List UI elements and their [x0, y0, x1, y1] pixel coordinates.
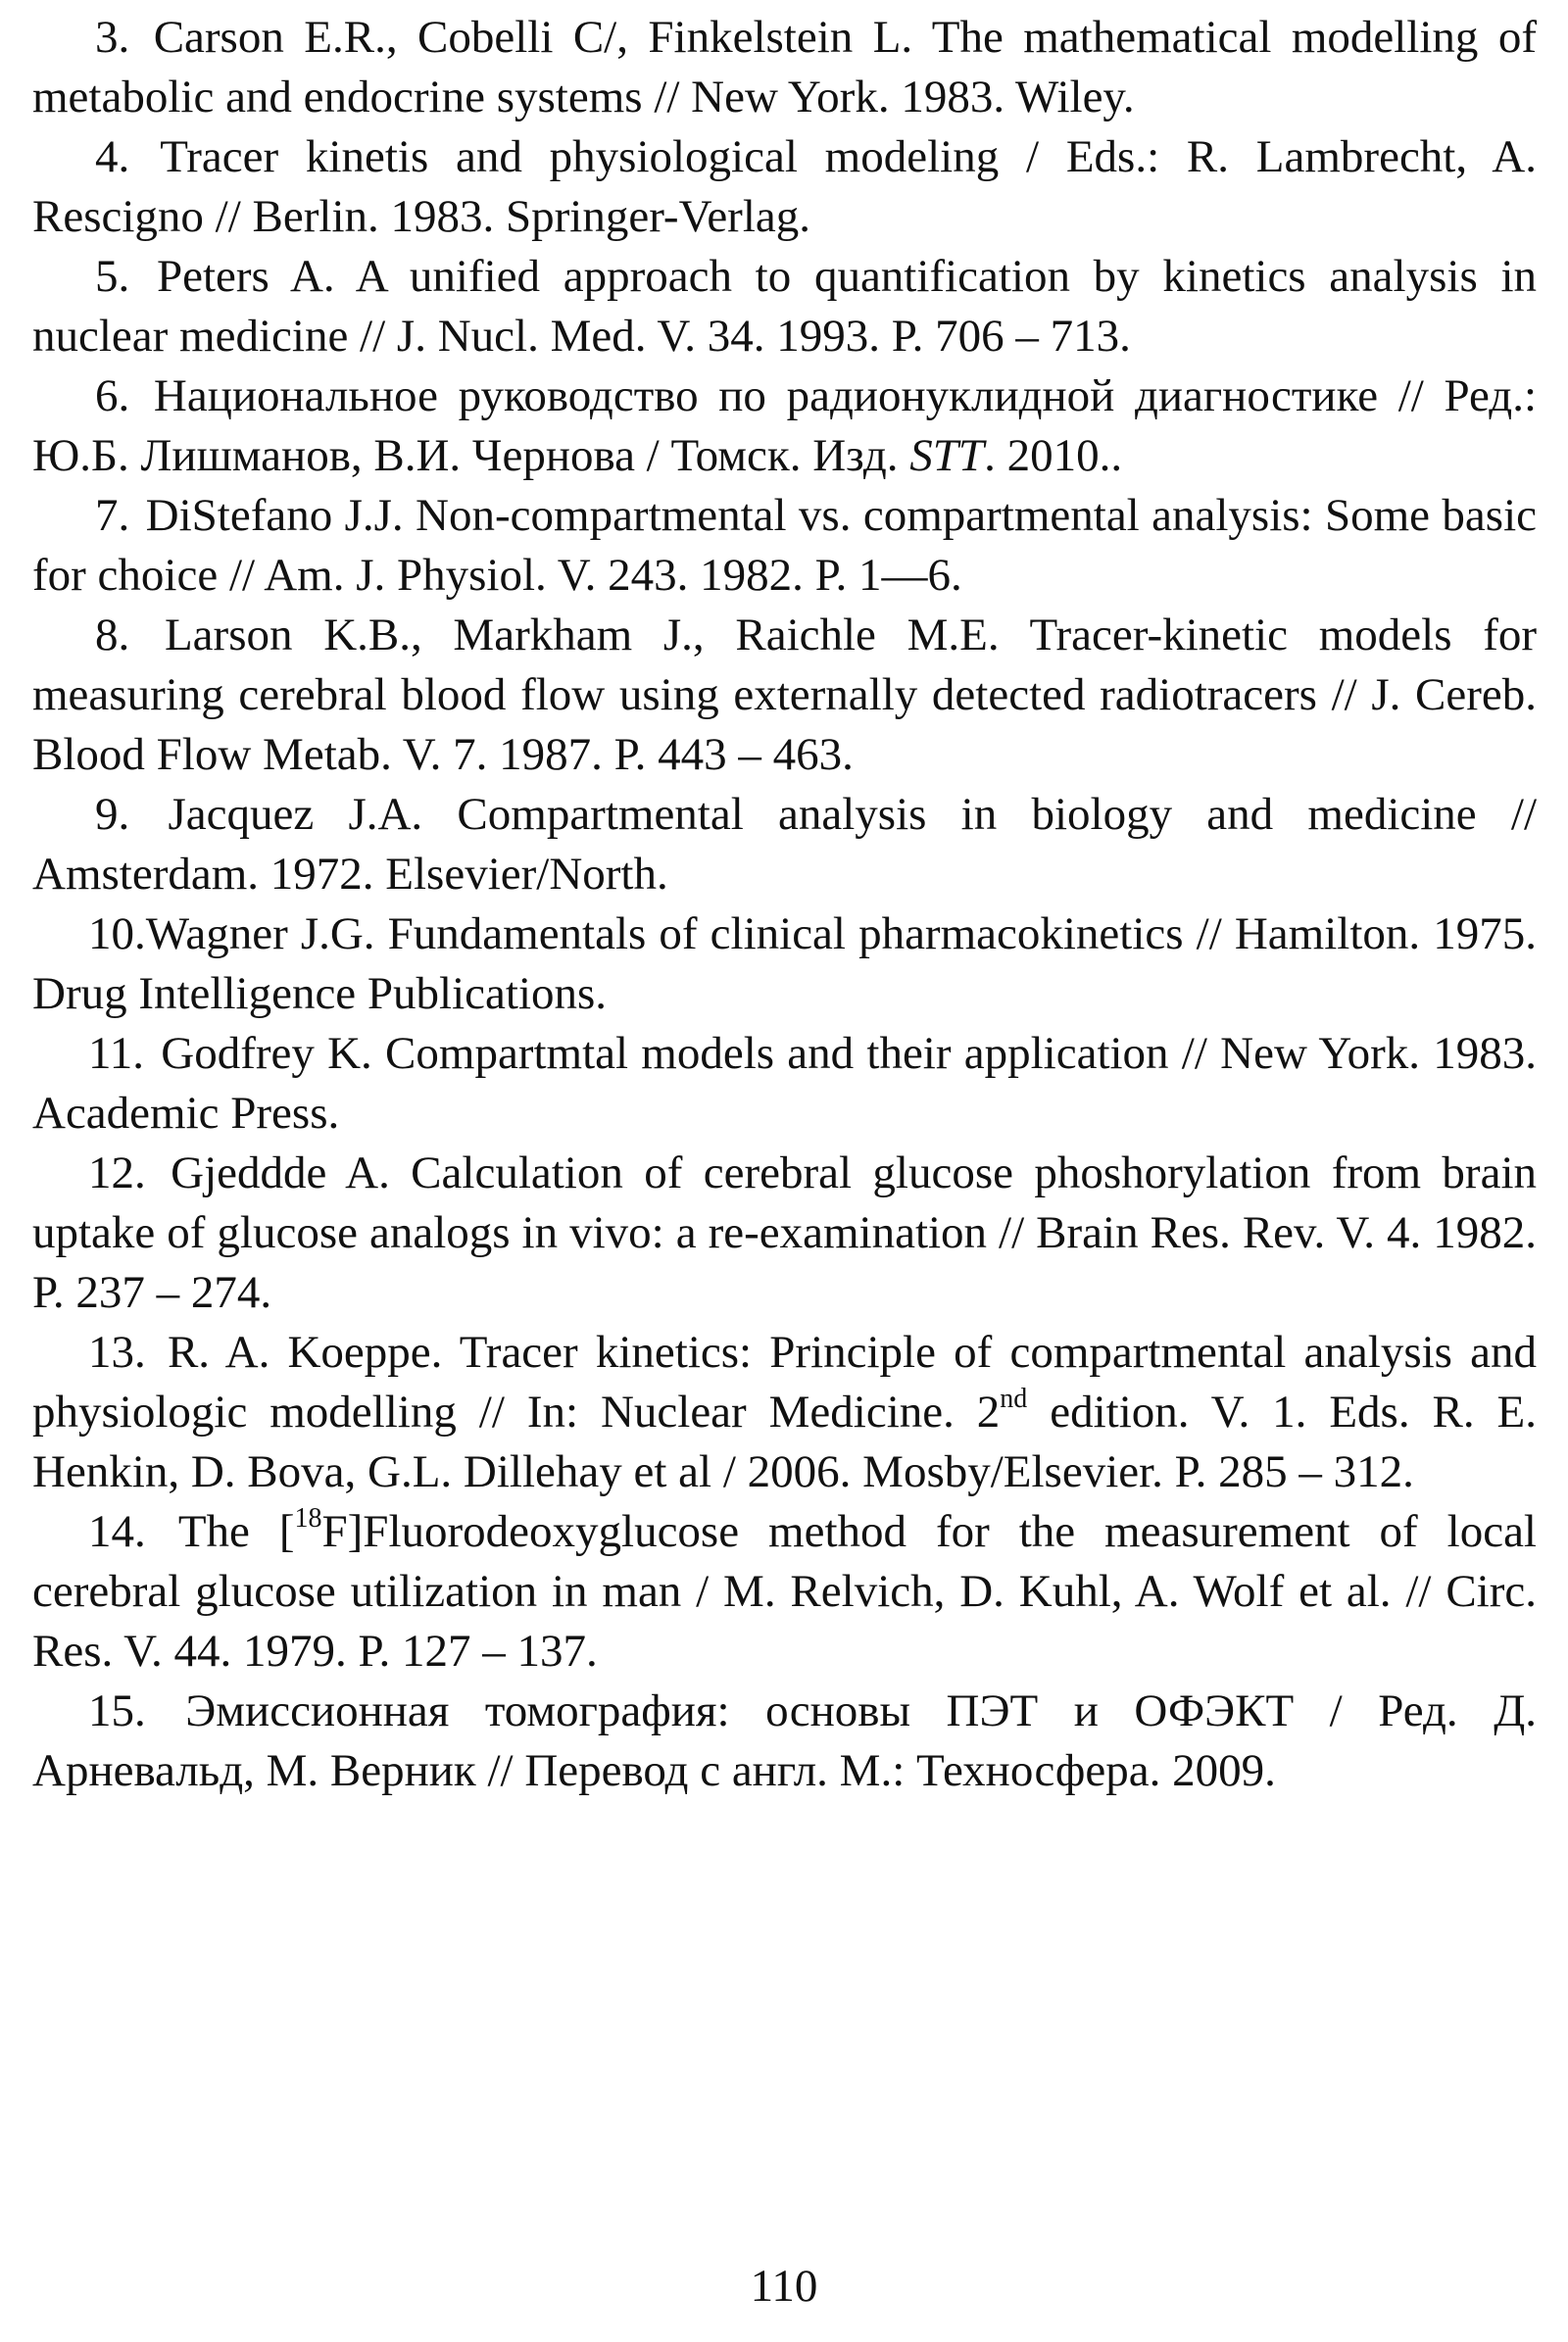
reference-text: Национальное руководство по радионуклидной диагностике // Ред.: Ю.Б. Лишманов, В.И. Чернова / Томск. Изд.	[32, 370, 1538, 481]
reference-number: 7.	[95, 490, 130, 541]
reference-text-italic: STT	[909, 430, 985, 481]
page-number: 110	[750, 2261, 818, 2312]
superscript: 18	[294, 1503, 322, 1534]
reference-text: R. A. Koeppe. Tracer kinetics: Principle of compartmental analysis and physiologic modelling // In: Nuclear Medicine. 2	[32, 1327, 1538, 1438]
reference-number: 3.	[95, 12, 130, 63]
reference-text-end: . 2010..	[984, 430, 1123, 481]
reference-text: Wagner J.G. Fundamentals of clinical pharmacokinetics // Hamilton. 1975. Drug Intelligence Publications.	[32, 908, 1537, 1019]
reference-item-13	[32, 1323, 1537, 1502]
reference-item-5	[32, 247, 1537, 366]
superscript: nd	[1000, 1384, 1028, 1414]
reference-item-3	[32, 8, 1537, 127]
reference-text-end: edition. V. 1. Eds. R. E. Henkin, D. Bova, G.L. Dillehay et al / 2006. Mosby/Elsevier. P. 285 – 312.	[32, 1387, 1537, 1497]
reference-text: Tracer kinetis and physiological modeling / Eds.: R. Lambrecht, A. Rescigno // Berlin. 1983. Springer-Verlag.	[32, 131, 1537, 242]
reference-text: Gjeddde A. Calculation of cerebral glucose phoshorylation from brain uptake of glucose analogs in vivo: a re-examination // Brain Res. Rev. V. 4. 1982. P. 237 – 274.	[32, 1147, 1538, 1318]
reference-text-end: F]Fluorodeoxyglucose method for the measurement of local cerebral glucose utilization in man / M. Relvich, D. Kuhl, A. Wolf et al. // Circ. Res. V. 44. 1979. P. 127 – 137.	[32, 1506, 1537, 1677]
reference-number: 10.	[88, 908, 146, 959]
reference-text: Эмиссионная томография: основы ПЭТ и ОФЭКТ / Ред. Д. Арневальд, М. Верник // Перевод с англ. М.: Техносфера. 2009.	[32, 1685, 1538, 1796]
reference-text: Larson K.B., Markham J., Raichle M.E. Tracer-kinetic models for measuring cerebral blood flow using externally detected radiotracers // J. Cereb. Blood Flow Metab. V. 7. 1987. P. 443 – 463.	[32, 610, 1538, 780]
reference-number: 13.	[88, 1327, 146, 1378]
reference-item-8	[32, 606, 1537, 785]
reference-list	[32, 8, 1537, 1801]
reference-item-12	[32, 1144, 1537, 1323]
reference-number: 14.	[88, 1506, 146, 1557]
reference-text: Carson E.R., Cobelli C/, Finkelstein L. The mathematical modelling of metabolic and endocrine systems // New York. 1983. Wiley.	[32, 12, 1538, 122]
reference-number: 15.	[88, 1685, 146, 1736]
reference-text: Peters A. A unified approach to quantification by kinetics analysis in nuclear medicine // J. Nucl. Med. V. 34. 1993. P. 706 – 713.	[32, 251, 1538, 362]
reference-number: 5.	[95, 251, 130, 302]
reference-item-9	[32, 785, 1537, 904]
reference-number: 8.	[95, 610, 130, 660]
reference-text: The [	[177, 1506, 295, 1557]
reference-text: DiStefano J.J. Non-compartmental vs. compartmental analysis: Some basic for choice // Am. J. Physiol. V. 243. 1982. P. 1—6.	[32, 490, 1537, 601]
reference-number: 4.	[95, 131, 130, 182]
reference-number: 12.	[88, 1147, 146, 1198]
reference-number: 9.	[95, 789, 130, 840]
reference-item-7	[32, 486, 1537, 606]
reference-item-15	[32, 1682, 1537, 1801]
reference-text: Godfrey K. Compartmtal models and their application // New York. 1983. Academic Press.	[32, 1028, 1538, 1139]
reference-item-14	[32, 1502, 1537, 1682]
reference-item-11	[32, 1024, 1537, 1144]
reference-number: 11.	[88, 1028, 145, 1079]
reference-text: Jacquez J.A. Compartmental analysis in biology and medicine // Amsterdam. 1972. Elsevier/North.	[32, 789, 1537, 900]
reference-item-10	[32, 904, 1537, 1024]
reference-number: 6.	[95, 370, 130, 421]
reference-item-4	[32, 127, 1537, 247]
reference-item-6	[32, 366, 1537, 486]
